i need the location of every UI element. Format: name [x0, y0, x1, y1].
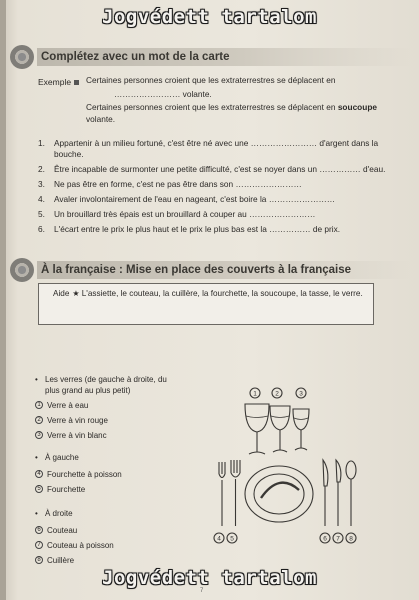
section-header-table-setting — [10, 257, 410, 283]
list-item — [35, 484, 167, 508]
list-item — [35, 469, 167, 484]
glasses-heading-text-2: plus grand au plus petit) — [45, 386, 131, 395]
marker-label-8: 8 — [349, 535, 353, 543]
item-text: Appartenir à un milieu fortuné, c'est être né avec une …………………… d'argent dans la bouche. — [54, 138, 379, 159]
red-wine-glass-icon — [270, 406, 290, 452]
watermark-top: Jogvédett tartalom — [102, 6, 317, 28]
number-badge: 3 — [35, 431, 43, 439]
cutlery-list — [35, 374, 167, 570]
exercise-items — [38, 138, 408, 239]
glasses-heading-text: Les verres (de gauche à droite, du — [45, 375, 167, 384]
marker-label-7: 7 — [336, 535, 340, 543]
marker-label-6: 6 — [323, 535, 327, 543]
white-wine-glass-icon — [293, 409, 309, 450]
item-text: L'écart entre le prix le plus haut et le prix le plus bas est la …………… de prix. — [54, 224, 341, 234]
marker-label-4: 4 — [217, 535, 221, 543]
item-text: Ne pas être en forme, c'est ne pas être dans son …………………… — [54, 179, 302, 189]
example-answer-line — [86, 102, 386, 114]
section-title: À la française : Mise en place des couverts à la française — [41, 264, 352, 276]
example-line: volante. — [86, 113, 116, 124]
marker-label-5: 5 — [230, 535, 234, 543]
list-item-label: Verre à vin blanc — [47, 431, 107, 440]
section-header-exercise — [10, 44, 410, 70]
right-heading: • À droite — [35, 509, 73, 518]
number-badge: 1 — [35, 401, 43, 409]
item-text: Être incapable de surmonter une petite difficulté, c'est se noyer dans un …………… d'eau. — [54, 164, 386, 174]
left-heading: • À gauche — [35, 453, 79, 462]
list-item — [35, 525, 167, 540]
marker-label-2: 2 — [275, 390, 279, 398]
aide-label: Aide — [53, 289, 70, 298]
fish-knife-icon — [336, 460, 341, 526]
exercise-item — [38, 194, 408, 205]
star-icon: ★ — [72, 289, 80, 298]
example-label — [38, 77, 79, 87]
example-block — [86, 75, 386, 127]
fish-fork-icon — [219, 462, 225, 526]
number-badge: 5 — [35, 485, 43, 493]
section-title-bar — [37, 261, 410, 279]
item-number: 2. — [38, 164, 45, 174]
table-setting-illustration — [205, 386, 380, 556]
list-item — [35, 415, 167, 430]
right-heading-text: À droite — [45, 509, 73, 518]
list-item-label: Fourchette — [47, 485, 86, 494]
section-title-bar — [37, 48, 410, 66]
example-answer-word: soucoupe — [337, 102, 377, 112]
list-item-label: Verre à vin rouge — [47, 416, 108, 425]
number-badge: 6 — [35, 526, 43, 534]
list-item-label: Cuillère — [47, 556, 75, 565]
exercise-item — [38, 209, 408, 220]
marker-label-3: 3 — [299, 390, 303, 398]
knife-icon — [323, 460, 328, 526]
marker-label-1: 1 — [253, 390, 257, 398]
number-badge: 4 — [35, 470, 43, 478]
list-item — [35, 430, 167, 452]
list-item-label: Couteau à poisson — [47, 541, 114, 550]
example-line: Certaines personnes croient que les extraterrestres se déplacent en — [86, 75, 336, 85]
example-line: …………………… volante. — [114, 88, 212, 99]
plate-icon — [245, 466, 313, 522]
list-item — [35, 400, 167, 415]
number-badge: 7 — [35, 541, 43, 549]
fork-icon — [231, 460, 240, 526]
item-number: 1. — [38, 138, 45, 148]
spoon-icon — [346, 461, 356, 526]
aide-box — [38, 283, 374, 325]
aide-text: L'assiette, le couteau, la cuillère, la fourchette, la soucoupe, la tasse, le verre. — [81, 289, 363, 298]
glasses-heading-cont — [35, 385, 167, 400]
item-text: Un brouillard très épais est un brouillard à couper au …………………… — [54, 209, 316, 219]
exercise-item — [38, 138, 408, 160]
item-number: 3. — [38, 179, 45, 189]
watermark-bottom: Jogvédett tartalom — [102, 567, 317, 589]
list-item — [35, 540, 167, 555]
glasses-heading: • Les verres (de gauche à droite, du — [35, 375, 167, 384]
item-text: Avaler involontairement de l'eau en nageant, c'est boire la …………………… — [54, 194, 336, 204]
example-label-text: Exemple — [38, 77, 72, 87]
exercise-item — [38, 164, 408, 175]
left-heading-text: À gauche — [45, 453, 79, 462]
section-disc-icon — [10, 45, 34, 69]
exercise-item — [38, 224, 408, 235]
exercise-item — [38, 179, 408, 190]
list-item-label: Couteau — [47, 526, 78, 535]
item-number: 4. — [38, 194, 45, 204]
section-disc-icon — [10, 258, 34, 282]
cutlery-number-markers — [214, 533, 356, 543]
square-bullet-icon — [74, 80, 79, 85]
item-number: 5. — [38, 209, 45, 219]
section-title: Complétez avec un mot de la carte — [41, 51, 230, 63]
page-number: 7 — [200, 588, 204, 594]
list-item-label: Verre à eau — [47, 401, 89, 410]
number-badge: 2 — [35, 416, 43, 424]
page-edge — [0, 0, 6, 600]
water-glass-icon — [245, 404, 269, 454]
example-answer-text: Certaines personnes croient que les extraterrestres se déplacent en soucoupe — [86, 102, 377, 112]
number-badge: 8 — [35, 556, 43, 564]
item-number: 6. — [38, 224, 45, 234]
list-item-label: Fourchette à poisson — [47, 470, 122, 479]
